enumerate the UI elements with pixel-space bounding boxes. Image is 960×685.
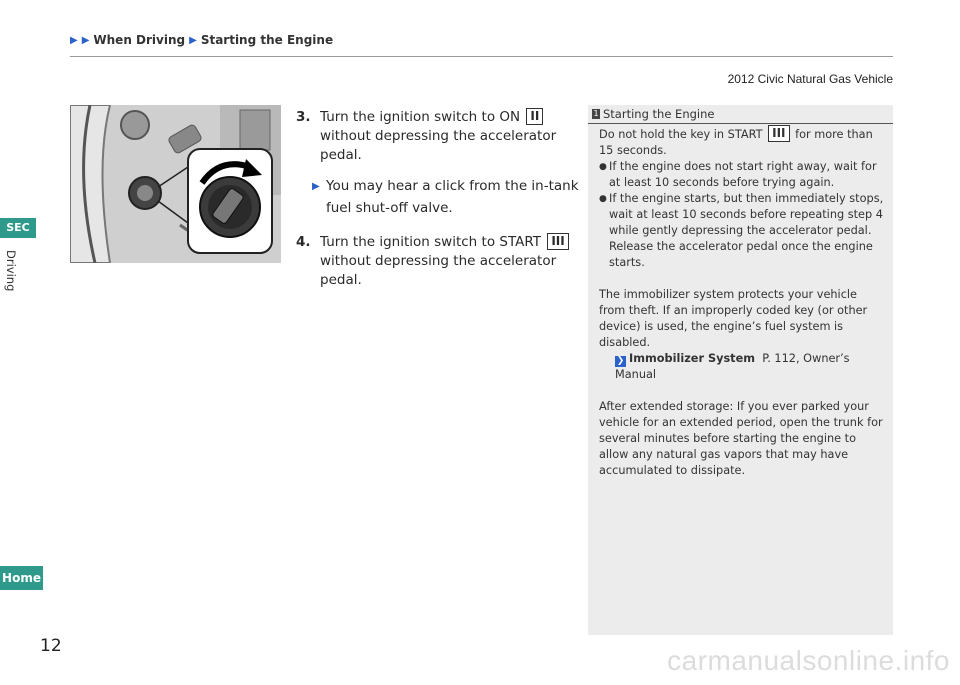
arrow-icon: ▶ [189,34,197,46]
steps-list [296,108,586,300]
key-position-icon: II [526,108,543,125]
step-number: 4. [296,234,311,250]
step-note-text: You may hear a click from the in-tank fuel shut-off valve. [326,178,579,216]
note-marker-icon: 1 [593,109,599,118]
xref-page: P. 112, Owner’s Manual [615,352,850,381]
page-number: 12 [40,636,62,656]
step-3 [296,108,586,165]
sidebar-paragraph [599,125,884,159]
sidebar-title [592,107,714,121]
breadcrumb [70,33,333,47]
step-text-pre: Turn the ignition switch to START [320,234,542,250]
link-arrow-icon: ❯ [616,356,625,366]
vehicle-title: 2012 Civic Natural Gas Vehicle [727,72,893,86]
arrow-icon: ▶ [81,34,90,46]
step-number: 3. [296,109,311,125]
breadcrumb-when-driving[interactable]: When Driving [93,33,186,47]
step-text-pre: Turn the ignition switch to ON [320,109,521,125]
sec-tab[interactable]: SEC [0,218,36,238]
header-rule [70,56,893,57]
sidebar-paragraph: After extended storage: If you ever parked your vehicle for an extended period, open the trunk for several minutes before starting the engine to allow any natural gas vapors that may have accumulated to dissipate. [599,400,883,477]
sidebar-paragraph: The immobilizer system protects your vehicle from theft. If an improperly coded key (or other device) is used, the engine’s fuel system is disabled. [599,288,868,349]
arrow-icon: ▶ [312,181,320,192]
home-button[interactable]: Home [0,566,43,590]
arrow-icon: ▶ [70,34,78,46]
step-text-post: without depressing the accelerator pedal. [320,253,557,288]
ignition-switch-illustration [70,105,281,263]
sidebar-bullet: ● If the engine does not start right away, wait for at least 10 seconds before trying again. [599,159,884,191]
sidebar-title-text: Starting the Engine [603,107,715,121]
step-4 [296,233,586,290]
key-position-icon: III [768,125,789,142]
watermark: carmanualsonline.info [667,645,950,676]
step-text-post: without depressing the accelerator pedal. [320,128,557,163]
cross-reference-link[interactable] [599,351,884,383]
section-label: Driving [4,250,18,292]
sidebar-body [599,125,884,479]
sidebar-note [588,105,893,635]
step-3-note [296,175,586,219]
sidebar-rule [588,123,893,124]
breadcrumb-starting-engine[interactable]: Starting the Engine [200,33,334,47]
sidebar-text: Do not hold the key in START [599,128,763,141]
xref-title[interactable]: Immobilizer System [629,352,756,365]
key-position-icon: III [547,233,568,250]
sidebar-text: for more than 15 seconds. [599,128,873,157]
sidebar-bullet: ● If the engine starts, but then immediately stops, wait at least 10 seconds before repeating step 4 while gently depressing the accelerator pedal. Release the accelerator pedal once the engine starts. [599,191,884,271]
ignition-photo [70,105,281,263]
